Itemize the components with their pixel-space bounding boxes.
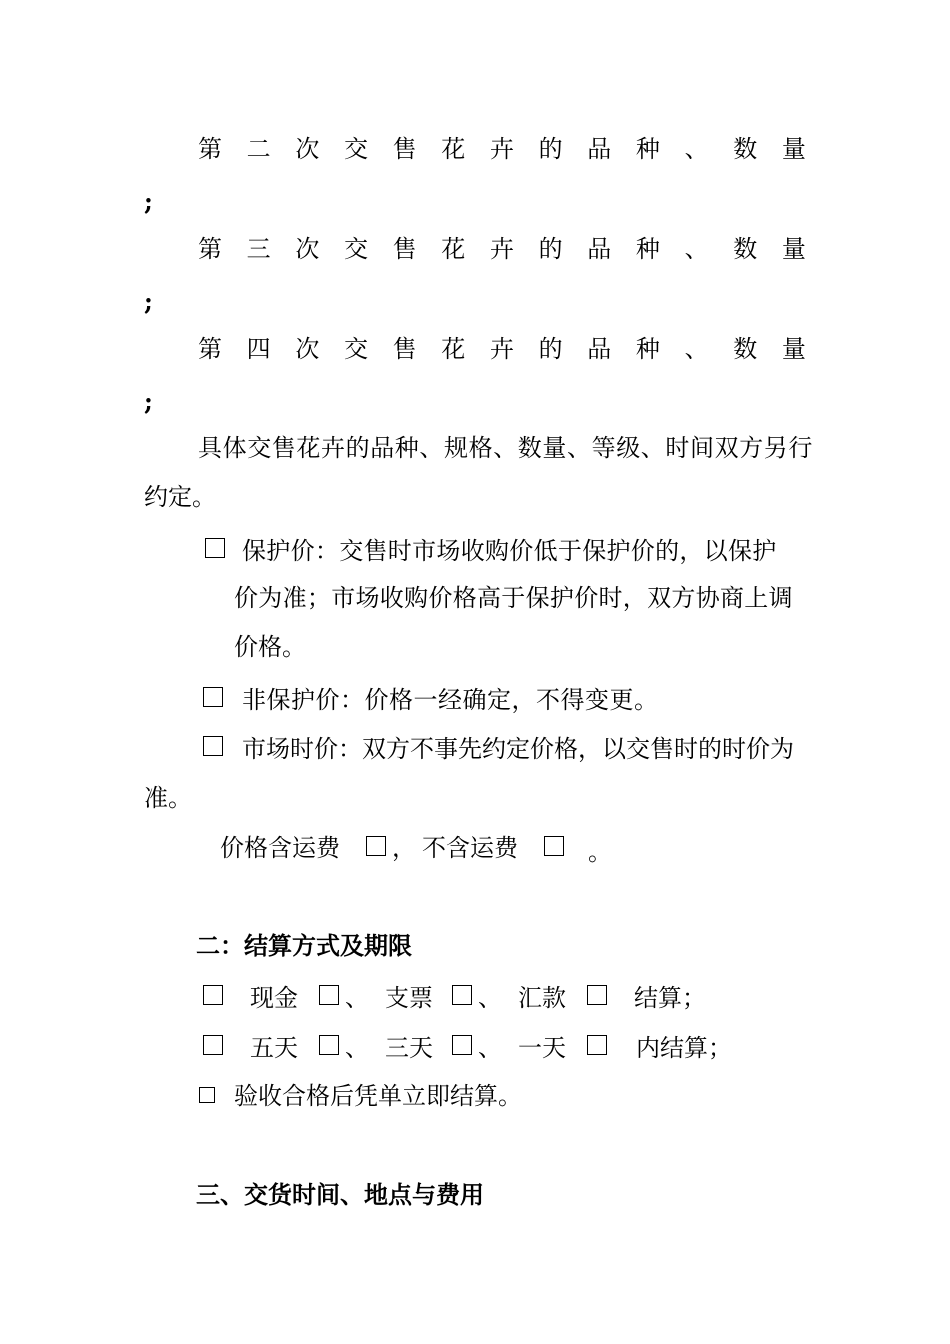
settlement-method-checkbox[interactable] <box>203 985 223 1005</box>
round-char: 第 <box>198 135 222 163</box>
round-char: 卉 <box>489 335 514 363</box>
round-char: 次 <box>295 135 320 163</box>
round-char: 量 <box>781 335 806 363</box>
term-three-checkbox[interactable] <box>452 1035 472 1055</box>
round-char: 三 <box>246 235 271 263</box>
term-three-label: 三天 <box>385 1034 433 1062</box>
round-char: 交 <box>343 235 368 263</box>
round-char: 品 <box>587 235 612 263</box>
para-line-1: 具体交售花卉的品种、规格、数量、等级、时间双方另行 <box>198 434 813 462</box>
protect-price-line-3: 价格。 <box>234 633 306 661</box>
round-char: 、 <box>684 335 709 363</box>
nonprotect-price-checkbox[interactable] <box>203 687 223 707</box>
round-char: 种 <box>635 335 660 363</box>
protect-price-checkbox[interactable] <box>205 538 225 558</box>
freight-included-checkbox[interactable] <box>366 836 386 856</box>
protect-price-line-1: 保护价：交售时市场收购价低于保护价的，以保护 <box>242 537 777 565</box>
method-cash-label: 现金 <box>250 984 298 1012</box>
market-price-line-2: 准。 <box>144 784 192 812</box>
round-char: 售 <box>392 135 417 163</box>
freight-excluded-label: 不含运费 <box>422 834 518 862</box>
round-char: 花 <box>441 235 466 263</box>
round-char: 量 <box>781 135 806 163</box>
round-3-line <box>198 234 806 264</box>
round-char: 花 <box>441 135 466 163</box>
round-char: 交 <box>343 135 368 163</box>
round-char: 四 <box>246 335 271 363</box>
protect-price-line-2: 价为准；市场收购价格高于保护价时，双方协商上调 <box>234 584 793 612</box>
round-char: 的 <box>538 235 563 263</box>
section-3-title: 三、交货时间、地点与费用 <box>196 1181 484 1209</box>
round-char: 品 <box>587 135 612 163</box>
round-char: 种 <box>635 235 660 263</box>
round-char: 二 <box>246 135 271 163</box>
freight-included-label: 价格含运费 <box>220 834 340 862</box>
term-end: 内结算； <box>636 1034 732 1062</box>
immediate-settlement-label: 验收合格后凭单立即结算。 <box>234 1082 522 1110</box>
market-price-checkbox[interactable] <box>203 736 223 756</box>
method-remit-label: 汇款 <box>518 984 566 1012</box>
term-one-checkbox[interactable] <box>587 1035 607 1055</box>
term-sep-2: 、 <box>478 1034 502 1062</box>
round-char: 的 <box>538 335 563 363</box>
freight-end: 。 <box>588 838 612 866</box>
method-cheque-label: 支票 <box>385 984 433 1012</box>
round-char: 、 <box>684 235 709 263</box>
round-char: 数 <box>733 235 758 263</box>
term-one-label: 一天 <box>518 1034 566 1062</box>
round-char: 量 <box>781 235 806 263</box>
round-char: 的 <box>538 135 563 163</box>
round-char: 次 <box>295 335 320 363</box>
round-char: 第 <box>198 235 222 263</box>
round-char: 数 <box>733 135 758 163</box>
section-2-title: 二：结算方式及期限 <box>196 932 412 960</box>
round-char: 卉 <box>489 235 514 263</box>
round-char: 售 <box>392 235 417 263</box>
method-end: 结算； <box>634 984 706 1012</box>
method-remit-checkbox[interactable] <box>587 985 607 1005</box>
term-sep-1: 、 <box>345 1034 369 1062</box>
settlement-term-checkbox[interactable] <box>203 1035 223 1055</box>
round-2-semicolon: ; <box>144 187 153 216</box>
immediate-settlement-checkbox[interactable] <box>199 1087 215 1103</box>
method-cash-checkbox[interactable] <box>319 985 339 1005</box>
round-4-line <box>198 334 806 364</box>
round-char: 交 <box>343 335 368 363</box>
method-cheque-checkbox[interactable] <box>452 985 472 1005</box>
round-char: 品 <box>587 335 612 363</box>
round-2-line <box>198 134 806 164</box>
method-sep-1: 、 <box>345 984 369 1012</box>
nonprotect-price-line-1: 非保护价：价格一经确定，不得变更。 <box>242 686 659 714</box>
round-3-semicolon: ; <box>144 287 153 316</box>
round-char: 卉 <box>489 135 514 163</box>
market-price-line-1: 市场时价：双方不事先约定价格，以交售时的时价为 <box>242 735 794 763</box>
freight-excluded-checkbox[interactable] <box>544 836 564 856</box>
round-char: 花 <box>441 335 466 363</box>
round-char: 第 <box>198 335 222 363</box>
freight-separator: ， <box>392 834 416 862</box>
round-char: 、 <box>684 135 709 163</box>
round-char: 售 <box>392 335 417 363</box>
round-char: 数 <box>733 335 758 363</box>
term-five-checkbox[interactable] <box>319 1035 339 1055</box>
method-sep-2: 、 <box>478 984 502 1012</box>
para-line-2: 约定。 <box>144 483 216 511</box>
round-char: 种 <box>635 135 660 163</box>
term-five-label: 五天 <box>250 1034 298 1062</box>
round-char: 次 <box>295 235 320 263</box>
round-4-semicolon: ; <box>144 387 153 416</box>
